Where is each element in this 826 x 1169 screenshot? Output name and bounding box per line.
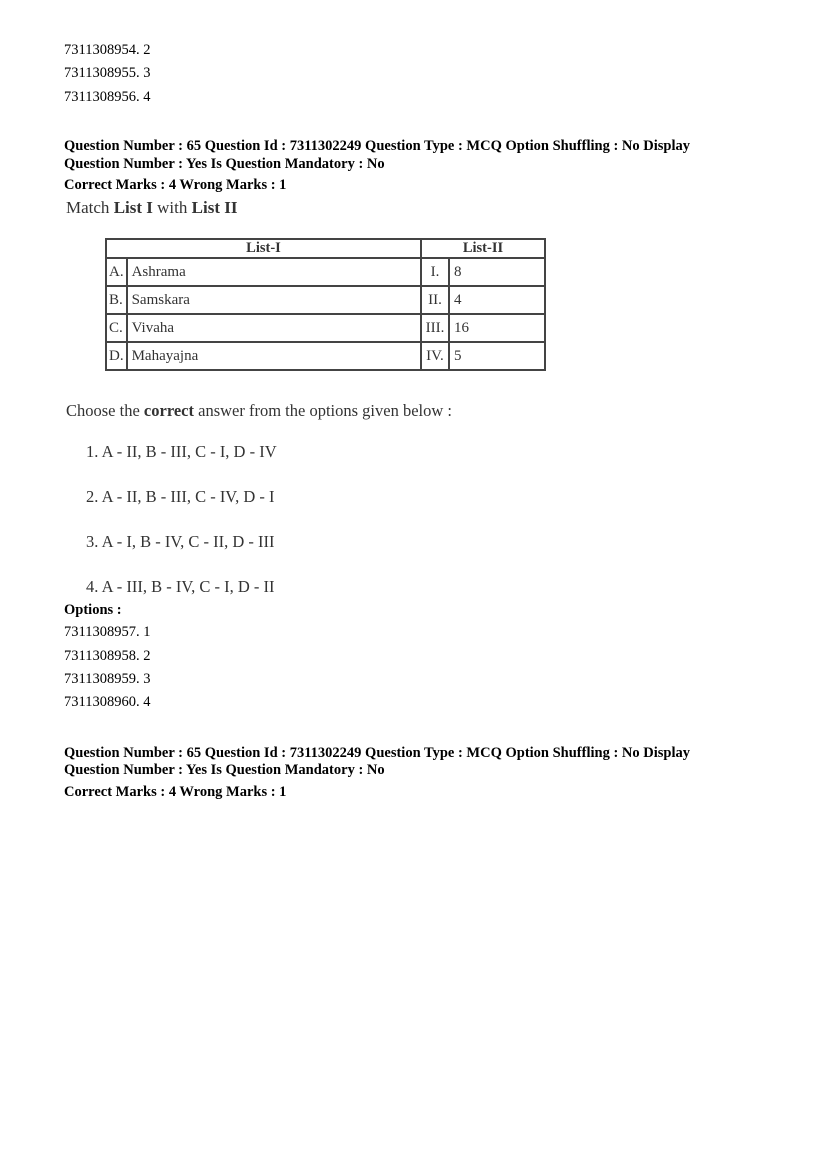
table-row xyxy=(106,342,545,370)
table-row xyxy=(106,258,545,286)
row-roman: II. xyxy=(421,286,449,314)
header-list-1: List-I xyxy=(106,239,421,258)
row-item: Vivaha xyxy=(127,314,421,342)
question-prompt xyxy=(66,198,237,218)
option-line: 7311308960. 4 xyxy=(64,694,151,710)
header-list-2: List-II xyxy=(421,239,545,258)
prompt-text: Match xyxy=(66,198,114,217)
question-body xyxy=(64,196,564,601)
prompt-list2: List II xyxy=(191,198,238,217)
row-roman: III. xyxy=(421,314,449,342)
option-line: 7311308954. 2 xyxy=(64,42,151,58)
instruction-part: Choose the xyxy=(66,401,144,420)
row-roman: IV. xyxy=(421,342,449,370)
row-value: 4 xyxy=(449,286,545,314)
answer-choice: 2. A - II, B - III, C - IV, D - I xyxy=(86,487,275,506)
match-table xyxy=(105,238,546,371)
option-line: 7311308958. 2 xyxy=(64,648,151,664)
row-item: Ashrama xyxy=(127,258,421,286)
marks-line: Correct Marks : 4 Wrong Marks : 1 xyxy=(64,177,287,193)
marks-line: Correct Marks : 4 Wrong Marks : 1 xyxy=(64,784,287,800)
row-value: 8 xyxy=(449,258,545,286)
answer-choice: 3. A - I, B - IV, C - II, D - III xyxy=(86,532,275,551)
instruction-text xyxy=(66,401,452,421)
row-key: C. xyxy=(106,314,127,342)
row-key: D. xyxy=(106,342,127,370)
prompt-text: with xyxy=(152,198,192,217)
table-header-row xyxy=(106,239,545,258)
option-line: 7311308959. 3 xyxy=(64,671,151,687)
row-item: Samskara xyxy=(127,286,421,314)
row-item: Mahayajna xyxy=(127,342,421,370)
question-meta-line: Question Number : Yes Is Question Mandatory : No xyxy=(64,762,385,778)
answer-choice: 1. A - II, B - III, C - I, D - IV xyxy=(86,442,277,461)
row-value: 5 xyxy=(449,342,545,370)
question-meta-line: Question Number : 65 Question Id : 7311302249 Question Type : MCQ Option Shuffling : No Display xyxy=(64,138,690,154)
options-label: Options : xyxy=(64,602,122,618)
option-line: 7311308957. 1 xyxy=(64,624,151,640)
option-line: 7311308955. 3 xyxy=(64,65,151,81)
row-roman: I. xyxy=(421,258,449,286)
row-key: B. xyxy=(106,286,127,314)
instruction-part: answer from the options given below : xyxy=(194,401,452,420)
table-row xyxy=(106,286,545,314)
prompt-list1: List I xyxy=(113,198,153,217)
option-line: 7311308956. 4 xyxy=(64,89,151,105)
instruction-emphasis: correct xyxy=(143,401,194,420)
row-value: 16 xyxy=(449,314,545,342)
row-key: A. xyxy=(106,258,127,286)
question-meta-line: Question Number : 65 Question Id : 7311302249 Question Type : MCQ Option Shuffling : No Display xyxy=(64,745,690,761)
question-meta-line: Question Number : Yes Is Question Mandatory : No xyxy=(64,156,385,172)
answer-choice: 4. A - III, B - IV, C - I, D - II xyxy=(86,577,275,596)
table-row xyxy=(106,314,545,342)
